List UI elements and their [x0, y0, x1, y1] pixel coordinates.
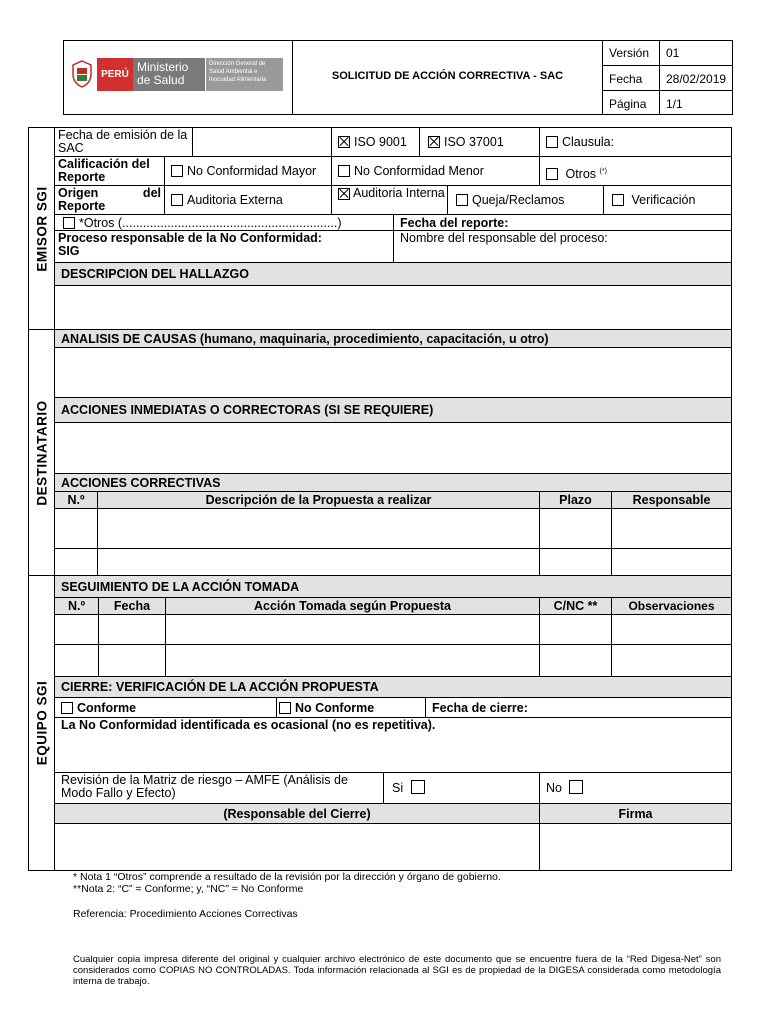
iso37001-checkbox[interactable] [428, 136, 440, 148]
otros-checkbox[interactable] [546, 168, 558, 180]
firma-header: Firma [539, 803, 732, 824]
otros-label: Otros [565, 167, 597, 182]
clausula-checkbox[interactable] [546, 136, 558, 148]
origen-label: Origen del Reporte [54, 185, 165, 215]
seg-row-2-accion[interactable] [165, 644, 540, 677]
ac-row-1-no[interactable] [54, 508, 98, 549]
responsable-cierre-header: (Responsable del Cierre) [54, 803, 540, 824]
referencia: Referencia: Procedimiento Acciones Correctivas [73, 908, 298, 920]
queja-label: Queja/Reclamos [472, 193, 565, 207]
iso37001-option[interactable] [419, 127, 540, 157]
responsable-cierre-field[interactable] [54, 823, 540, 871]
section-emisor-label: EMISOR SGI [34, 185, 49, 272]
nc-mayor-checkbox[interactable] [171, 165, 183, 177]
otros-detalle-checkbox[interactable] [63, 217, 75, 229]
conforme-option[interactable] [54, 697, 277, 718]
version-label: Versión [603, 40, 660, 66]
verificacion-checkbox[interactable] [612, 194, 624, 206]
conforme-checkbox[interactable] [61, 702, 73, 714]
document-title: SOLICITUD DE ACCIÓN CORRECTIVA - SAC [293, 40, 603, 115]
fecha-reporte-label[interactable]: Fecha del reporte: [393, 214, 732, 231]
ac-row-2-descripcion[interactable] [97, 548, 540, 576]
seg-col-fecha: Fecha [98, 597, 166, 615]
auditoria-interna-option[interactable] [331, 185, 448, 215]
iso9001-option[interactable] [331, 127, 420, 157]
nc-menor-checkbox[interactable] [338, 165, 350, 177]
seg-col-accion: Acción Tomada según Propuesta [165, 597, 540, 615]
seg-col-cnc: C/NC ** [539, 597, 612, 615]
queja-checkbox[interactable] [456, 194, 468, 206]
no-conforme-label: No Conforme [295, 701, 375, 715]
otros-detalle-label: *Otros (..............................................................) [79, 216, 342, 230]
peru-shield-icon [71, 60, 93, 88]
iso37001-label: ISO 37001 [444, 135, 504, 149]
nota-1: * Nota 1 “Otros” comprende a resultado de la revisión por la dirección y órgano de gobierno. [73, 871, 501, 883]
logo-dept-line2: Salud Ambiental e [209, 69, 258, 75]
descripcion-hallazgo-header: DESCRIPCION DEL HALLAZGO [54, 262, 732, 286]
iso9001-checkbox[interactable] [338, 136, 350, 148]
seg-row-2-no[interactable] [54, 644, 99, 677]
no-label: No [546, 781, 562, 795]
nc-mayor-option[interactable] [164, 156, 332, 186]
section-equipo-label: EQUIPO SGI [34, 680, 49, 766]
seg-row-2-fecha[interactable] [98, 644, 166, 677]
auditoria-externa-option[interactable] [164, 185, 332, 215]
queja-option[interactable] [447, 185, 604, 215]
si-label: Si [392, 781, 404, 795]
seg-row-1-fecha[interactable] [98, 614, 166, 645]
seg-row-2-cnc[interactable] [539, 644, 612, 677]
ac-row-2-no[interactable] [54, 548, 98, 576]
version-value: 01 [659, 40, 733, 66]
descripcion-hallazgo-field[interactable] [54, 285, 732, 330]
proceso-responsable-value: SIG [58, 244, 80, 258]
nombre-responsable-field[interactable]: Nombre del responsable del proceso: [393, 230, 732, 263]
cierre-header: CIERRE: VERIFICACIÓN DE LA ACCIÓN PROPUESTA [54, 676, 732, 698]
logo-dept-line3: Inocuidad Alimentaria [209, 77, 267, 83]
seg-row-1-accion[interactable] [165, 614, 540, 645]
no-conforme-option[interactable] [276, 697, 426, 718]
iso9001-label: ISO 9001 [354, 135, 407, 149]
seg-row-1-cnc[interactable] [539, 614, 612, 645]
section-equipo [28, 575, 55, 871]
calificacion-label: Calificación del Reporte [54, 156, 165, 186]
verificacion-label: Verificación [631, 193, 696, 207]
acciones-correctivas-header: ACCIONES CORRECTIVAS [54, 473, 732, 492]
no-conforme-checkbox[interactable] [279, 702, 291, 714]
seg-row-2-obs[interactable] [611, 644, 732, 677]
revision-matriz-label: Revisión de la Matriz de riesgo – AMFE (Análisis de Modo Fallo y Efecto) [54, 772, 384, 804]
fecha-emision-label: Fecha de emisión de la SAC [54, 127, 193, 157]
nc-menor-label: No Conformidad Menor [354, 164, 484, 178]
ac-row-1-plazo[interactable] [539, 508, 612, 549]
ac-col-plazo: Plazo [539, 491, 612, 509]
nc-menor-option[interactable] [331, 156, 540, 186]
verificacion-option[interactable] [603, 185, 732, 215]
section-destinatario [28, 329, 55, 576]
nc-mayor-label: No Conformidad Mayor [187, 164, 317, 178]
seg-row-1-no[interactable] [54, 614, 99, 645]
si-option[interactable] [383, 772, 540, 804]
acciones-inmediatas-field[interactable] [54, 422, 732, 474]
ocasional-field[interactable]: La No Conformidad identificada es ocasional (no es repetitiva). [54, 717, 732, 773]
date-label: Fecha [603, 65, 660, 91]
auditoria-externa-label: Auditoria Externa [187, 193, 283, 207]
auditoria-externa-checkbox[interactable] [171, 194, 183, 206]
nota-2: **Nota 2: “C” = Conforme; y, “NC” = No Conforme [73, 883, 304, 895]
header-logo-cell [63, 40, 293, 115]
proceso-responsable-field[interactable] [54, 230, 394, 263]
clausula-label: Clausula: [562, 135, 615, 149]
ac-row-2-plazo[interactable] [539, 548, 612, 576]
section-destinatario-label: DESTINATARIO [34, 399, 49, 506]
otros-option[interactable] [539, 156, 732, 186]
seg-col-obs: Observaciones [611, 597, 732, 615]
fecha-cierre-field[interactable]: Fecha de cierre: [425, 697, 732, 718]
ac-col-descripcion: Descripción de la Propuesta a realizar [97, 491, 540, 509]
page-label: Página [603, 90, 660, 115]
ac-row-1-descripcion[interactable] [97, 508, 540, 549]
seguimiento-header: SEGUIMIENTO DE LA ACCIÓN TOMADA [54, 575, 732, 598]
auditoria-interna-label: Auditoria Interna [353, 186, 445, 200]
logo-ministry-line1: Ministerio [137, 60, 189, 74]
ac-row-1-responsable[interactable] [611, 508, 732, 549]
section-emisor [28, 127, 55, 330]
clausula-option[interactable] [539, 127, 732, 157]
analisis-causas-header: ANALISIS DE CAUSAS (humano, maquinaria, procedimiento, capacitación, u otro) [54, 329, 732, 348]
no-option[interactable] [539, 772, 732, 804]
logo-ministry-line2: de Salud [137, 73, 185, 87]
logo-country: PERÚ [97, 58, 133, 91]
seg-row-1-obs[interactable] [611, 614, 732, 645]
proceso-responsable-label: Proceso responsable de la No Conformidad: [58, 231, 322, 245]
logo-department [206, 58, 283, 91]
logo-ministry [133, 58, 205, 91]
fecha-emision-field[interactable] [192, 127, 332, 157]
ac-row-2-responsable[interactable] [611, 548, 732, 576]
page-value: 1/1 [659, 90, 733, 115]
seg-col-no: N.º [54, 597, 99, 615]
ac-col-responsable: Responsable [611, 491, 732, 509]
analisis-causas-field[interactable] [54, 347, 732, 398]
disclaimer: Cualquier copia impresa diferente del original y cualquier archivo electrónico de este documento que se encuentre fuera de la “Red Digesa-Net” son considerados como COPIAS NO CONTROLADAS. Toda información relacionada al SGI es de propiedad de la DIGESA considerada como metodología interna de trabajo. [73, 954, 721, 987]
otros-detalle-option[interactable] [54, 214, 394, 231]
otros-note-mark: (*) [599, 168, 607, 175]
acciones-inmediatas-header: ACCIONES INMEDIATAS O CORRECTORAS (SI SE REQUIERE) [54, 397, 732, 423]
firma-field[interactable] [539, 823, 732, 871]
ac-col-no: N.º [54, 491, 98, 509]
no-checkbox[interactable] [569, 780, 583, 794]
date-value: 28/02/2019 [659, 65, 733, 91]
logo-dept-line1: Dirección General de [209, 61, 266, 67]
conforme-label: Conforme [77, 701, 137, 715]
si-checkbox[interactable] [411, 780, 425, 794]
